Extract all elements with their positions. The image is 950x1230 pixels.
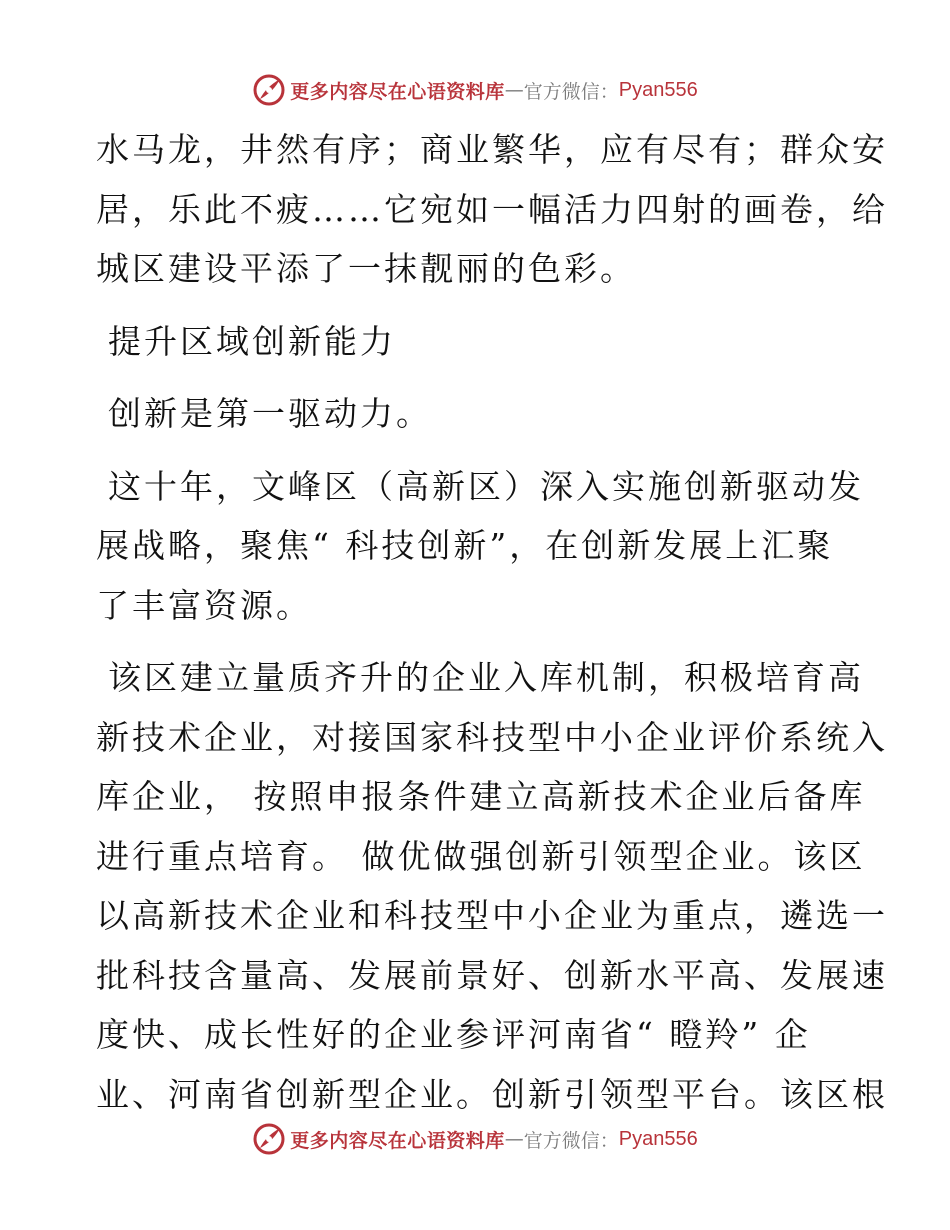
paragraph [96,457,864,636]
header-banner [0,70,950,110]
wechat-label: 官方微信： [523,80,619,103]
text-line: 水马龙，井然有序；商业繁华，应有尽有；群众安 [96,130,888,169]
promo-text: 更多内容尽在心语资料库 [290,80,505,103]
paragraph [96,384,856,444]
text-line: 库企业， 按照申报条件建立高新技术企业后备库 [96,777,866,816]
wechat-handle: Pyan556 [618,78,698,101]
text-line: 该区建立量质齐升的企业入库机制，积极培育高 [108,658,864,697]
text-line: 居，乐此不疲……它宛如一幅活力四射的画卷，给 [96,189,888,229]
banner-separator: — [504,1128,524,1150]
text-line: 了丰富资源。 [96,585,312,625]
text-line: 新技术企业，对接国家科技型中小企业评价系统入 [96,717,888,757]
wechat-handle: Pyan556 [618,1127,698,1150]
text-line: 业、河南省创新型企业。创新引领型平台。该区根 [96,1074,888,1114]
section-heading [96,312,856,372]
text-line: 创新是第一驱动力。 [108,394,432,433]
promo-text: 更多内容尽在心语资料库 [290,1129,505,1152]
quill-logo-icon [252,1122,286,1156]
wechat-label: 官方微信： [523,1129,619,1152]
banner-separator: — [504,79,524,101]
body-text [96,120,888,1137]
paragraph [96,120,888,299]
paragraph [96,648,888,1124]
text-line: 批科技含量高、发展前景好、创新水平高、发展速 [96,955,888,995]
text-line: 城区建设平添了一抹靓丽的色彩。 [96,249,636,288]
text-line: 进行重点培育。 做优做强创新引领型企业。该区 [96,836,866,876]
text-line: 展战略，聚焦“ 科技创新”，在创新发展上汇聚 [96,526,834,565]
text-line: 提升区域创新能力 [108,321,396,361]
footer-banner [0,1119,950,1159]
text-line: 这十年，文峰区（高新区）深入实施创新驱动发 [108,466,864,506]
text-line: 度快、成长性好的企业参评河南省“ 瞪羚” 企 [96,1015,811,1054]
quill-logo-icon [252,73,286,107]
text-line: 以高新技术企业和科技型中小企业为重点，遴选一 [96,896,888,935]
